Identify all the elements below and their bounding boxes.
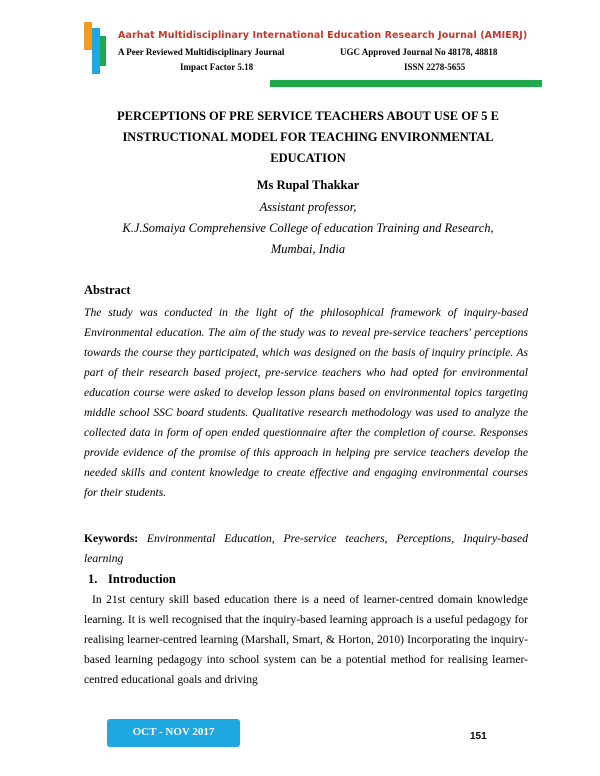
keywords-label: Keywords: [84, 532, 139, 545]
section-title: Introduction [108, 572, 176, 586]
author-location: Mumbai, India [270, 242, 346, 256]
header-orange-bar [84, 22, 92, 50]
title-line: INSTRUCTIONAL MODEL FOR TEACHING ENVIRONMENTAL [122, 130, 494, 144]
abstract-heading: Abstract [84, 283, 131, 297]
section-heading [88, 572, 176, 587]
issue-date-badge: OCT - NOV 2017 [107, 719, 240, 747]
page-number: 151 [470, 731, 487, 742]
author-designation: Assistant professor, [259, 200, 357, 214]
abstract-text: The study was conducted in the light of the philosophical framework of inquiry-based Environmental education. The aim of the study was to reveal pre-service teachers' perceptions towards the course they participated, which was designed on the basis of inquiry principle. As part of their research based project, pre-service teachers who had opted for environmental education course were asked to develop lesson plans based on environmental topics targeting middle school SSC board students. Qualitative research methodology was used to analyze the collected data in form of open ended questionnaire after the completion of course. Responses provide evidence of the promise of this approach in helping pre service teachers develop the needed skills and content knowledge to create effective and engaging environmental courses for their students. [84, 306, 528, 499]
keywords-text: Environmental Education, Pre-service teachers, Perceptions, Inquiry-based learning [84, 532, 529, 565]
section-number: 1. [88, 572, 98, 586]
paper-title [70, 106, 546, 169]
title-line: EDUCATION [270, 151, 346, 165]
author-affiliation: K.J.Somaiya Comprehensive College of education Training and Research, [122, 221, 494, 235]
header-blue-bar [92, 28, 100, 74]
intro-paragraph [84, 590, 528, 690]
title-line: PERCEPTIONS OF PRE SERVICE TEACHERS ABOUT USE OF 5 E [117, 109, 499, 123]
header-green-rule [270, 80, 542, 87]
author-name: Ms Rupal Thakkar [256, 178, 360, 192]
impact-factor: Impact Factor 5.18 [180, 62, 254, 72]
journal-title: Aarhat Multidisciplinary International Education Research Journal (AMIERJ) [118, 30, 528, 41]
peer-reviewed-line: A Peer Reviewed Multidisciplinary Journal [118, 47, 285, 57]
ugc-line: UGC Approved Journal No 48178, 48818 [340, 47, 498, 57]
issn: ISSN 2278-5655 [404, 62, 466, 72]
keywords [84, 529, 528, 569]
intro-text: In 21st century skill based education there is a need of learner-centred domain knowledge learning. It is well recognised that the inquiry-based learning approach is a useful pedagogy for realising learner-centred learning (Marshall, Smart, & Horton, 2010) Incorporating the inquiry-based learning pedagogy into school system can be a potential method for realising learner-centred educational goals and driving [84, 593, 528, 686]
header-green-bar [100, 36, 106, 66]
